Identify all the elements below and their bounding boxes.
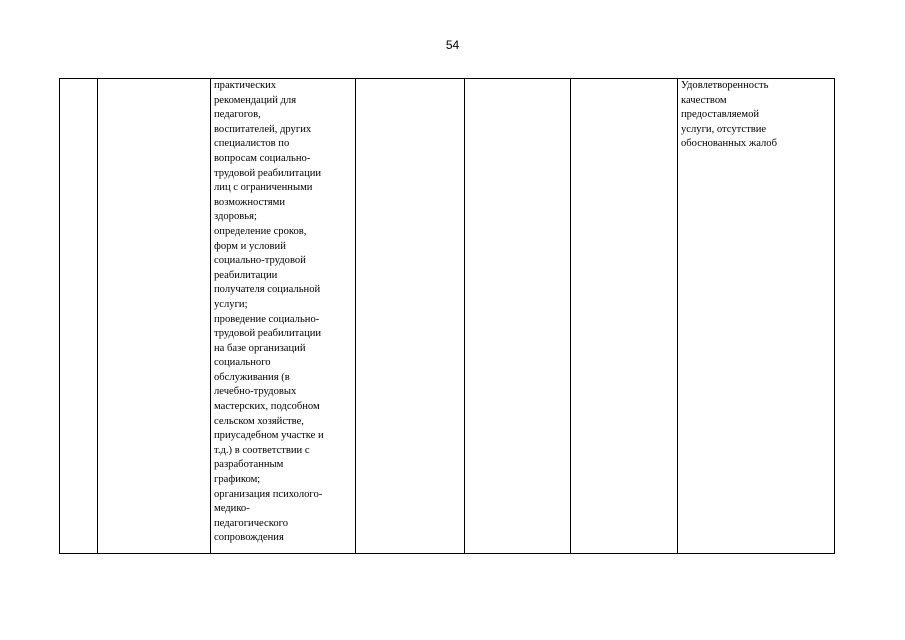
table-cell-3	[211, 79, 356, 554]
table-cell-4	[356, 79, 465, 554]
page-number: 54	[445, 38, 460, 52]
table-cell-5	[465, 79, 571, 554]
quality-indicator-text: Удовлетворенность качеством предоставляемой услуги, отсутствие обоснованных жалоб	[681, 80, 777, 150]
service-table	[59, 78, 835, 554]
table-cell-2	[98, 79, 211, 554]
service-content-text: практических рекомендаций для педагогов, воспитателей, других специалистов по вопросам социально- трудовой реабилитации лиц с ограниченными возможностями здоровья; определение сроков, форм и условий социально-трудовой реабилитации получателя социальной услуги; проведение социально- трудовой реабилитации на базе организаций социального обслуживания (в лечебно-трудовых мастерских, подсобном сельском хозяйстве, приусадебном участке и т.д.) в соответствии с разработанным графиком; организация психолого- медико- педагогического сопровождения	[214, 80, 324, 544]
table-row	[60, 79, 835, 554]
table-cell-1	[60, 79, 98, 554]
table-cell-6	[571, 79, 678, 554]
table-cell-7	[678, 79, 835, 554]
